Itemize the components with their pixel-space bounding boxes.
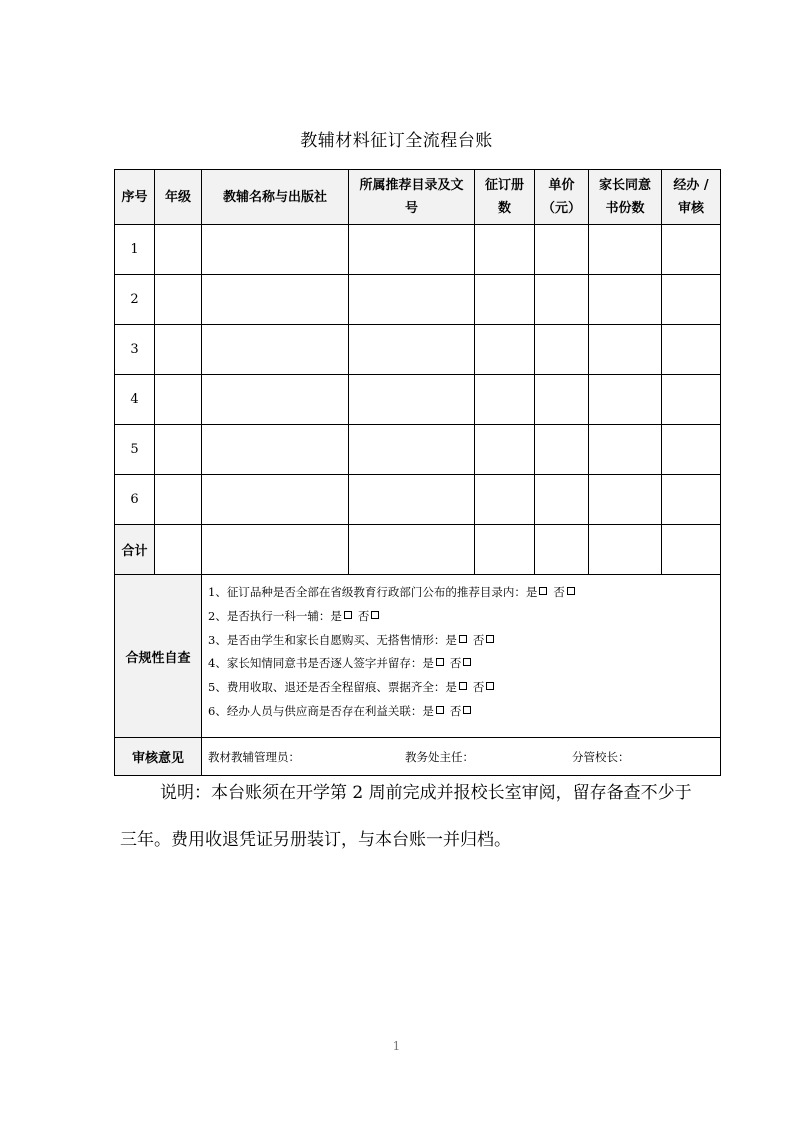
cell-quantity[interactable]	[475, 225, 535, 275]
cell-handler[interactable]	[662, 375, 721, 425]
cell-title[interactable]	[202, 275, 349, 325]
cell-quantity[interactable]	[475, 375, 535, 425]
header-cell: 所属推荐目录及文 号	[349, 170, 475, 225]
yes-checkbox[interactable]	[539, 587, 547, 595]
cell-grade[interactable]	[155, 275, 202, 325]
no-checkbox[interactable]	[463, 658, 471, 666]
cell-grade[interactable]	[155, 225, 202, 275]
cell-consent[interactable]	[589, 375, 662, 425]
cell-handler[interactable]	[662, 225, 721, 275]
ledger-table	[114, 169, 721, 776]
compliance-row	[115, 575, 721, 738]
review-label: 审核意见	[115, 738, 202, 776]
cell-quantity[interactable]	[475, 525, 535, 575]
cell-consent[interactable]	[589, 425, 662, 475]
table-row	[115, 275, 721, 325]
table-row	[115, 425, 721, 475]
cell-price[interactable]	[535, 475, 589, 525]
checklist-item: 4、家长知情同意书是否逐人签字并留存：是 否	[208, 652, 720, 676]
cell-consent[interactable]	[589, 225, 662, 275]
cell-consent[interactable]	[589, 275, 662, 325]
header-row	[115, 170, 721, 225]
table-row	[115, 475, 721, 525]
cell-price[interactable]	[535, 425, 589, 475]
no-checkbox[interactable]	[371, 611, 379, 619]
header-cell: 年级	[155, 170, 202, 225]
cell-consent[interactable]	[589, 325, 662, 375]
note-paragraph: 说明：本台账须在开学第 2 周前完成并报校长室审阅，留存备查不少于三年。费用收退凭证另册装订，与本台账一并归档。	[120, 783, 692, 850]
cell-price[interactable]	[535, 225, 589, 275]
cell-catalog[interactable]	[349, 375, 475, 425]
cell-consent[interactable]	[589, 525, 662, 575]
no-checkbox[interactable]	[486, 682, 494, 690]
row-number: 6	[115, 475, 155, 525]
cell-catalog[interactable]	[349, 475, 475, 525]
yes-checkbox[interactable]	[344, 611, 352, 619]
cell-quantity[interactable]	[475, 325, 535, 375]
yes-checkbox[interactable]	[459, 635, 467, 643]
signer-vice-principal: 分管校长：	[572, 750, 630, 764]
table-row	[115, 375, 721, 425]
checklist-item: 2、是否执行一科一辅：是 否	[208, 605, 720, 629]
cell-catalog[interactable]	[349, 425, 475, 475]
row-number: 2	[115, 275, 155, 325]
table-row	[115, 325, 721, 375]
cell-grade[interactable]	[155, 525, 202, 575]
signer-materials-admin: 教材教辅管理员：	[208, 750, 300, 764]
cell-price[interactable]	[535, 275, 589, 325]
no-checkbox[interactable]	[486, 635, 494, 643]
cell-catalog[interactable]	[349, 275, 475, 325]
compliance-label: 合规性自查	[115, 575, 202, 738]
cell-grade[interactable]	[155, 425, 202, 475]
header-cell: 序号	[115, 170, 155, 225]
cell-handler[interactable]	[662, 475, 721, 525]
row-number: 3	[115, 325, 155, 375]
yes-checkbox[interactable]	[459, 682, 467, 690]
yes-checkbox[interactable]	[436, 658, 444, 666]
checklist-item: 6、经办人员与供应商是否存在利益关联：是 否	[208, 700, 720, 724]
compliance-checklist	[202, 575, 721, 738]
header-cell: 家长同意 书份数	[589, 170, 662, 225]
page-number: 1	[392, 1039, 401, 1053]
row-number: 4	[115, 375, 155, 425]
document-title: 教辅材料征订全流程台账	[300, 131, 493, 151]
signer-academic-director: 教务处主任：	[405, 750, 474, 764]
cell-quantity[interactable]	[475, 475, 535, 525]
cell-title[interactable]	[202, 225, 349, 275]
cell-price[interactable]	[535, 375, 589, 425]
cell-grade[interactable]	[155, 475, 202, 525]
cell-grade[interactable]	[155, 325, 202, 375]
header-cell: 教辅名称与出版社	[202, 170, 349, 225]
cell-consent[interactable]	[589, 475, 662, 525]
cell-catalog[interactable]	[349, 525, 475, 575]
no-checkbox[interactable]	[567, 587, 575, 595]
cell-catalog[interactable]	[349, 225, 475, 275]
header-cell: 经办 / 审核	[662, 170, 721, 225]
checklist-item: 5、费用收取、退还是否全程留痕、票据齐全：是 否	[208, 676, 720, 700]
cell-title[interactable]	[202, 425, 349, 475]
cell-handler[interactable]	[662, 325, 721, 375]
header-cell: 单价 （元）	[535, 170, 589, 225]
header-cell: 征订册 数	[475, 170, 535, 225]
cell-price[interactable]	[535, 325, 589, 375]
cell-handler[interactable]	[662, 525, 721, 575]
cell-quantity[interactable]	[475, 425, 535, 475]
cell-catalog[interactable]	[349, 325, 475, 375]
cell-title[interactable]	[202, 375, 349, 425]
cell-handler[interactable]	[662, 275, 721, 325]
cell-title[interactable]	[202, 475, 349, 525]
row-number: 5	[115, 425, 155, 475]
cell-quantity[interactable]	[475, 275, 535, 325]
no-checkbox[interactable]	[463, 706, 471, 714]
checklist-item: 3、是否由学生和家长自愿购买、无搭售情形：是 否	[208, 629, 720, 653]
cell-handler[interactable]	[662, 425, 721, 475]
yes-checkbox[interactable]	[436, 706, 444, 714]
cell-title[interactable]	[202, 525, 349, 575]
cell-price[interactable]	[535, 525, 589, 575]
checklist-item: 1、征订品种是否全部在省级教育行政部门公布的推荐目录内：是 否	[208, 581, 720, 605]
row-number: 1	[115, 225, 155, 275]
total-row	[115, 525, 721, 575]
cell-grade[interactable]	[155, 375, 202, 425]
total-label: 合计	[115, 525, 155, 575]
table-row	[115, 225, 721, 275]
cell-title[interactable]	[202, 325, 349, 375]
